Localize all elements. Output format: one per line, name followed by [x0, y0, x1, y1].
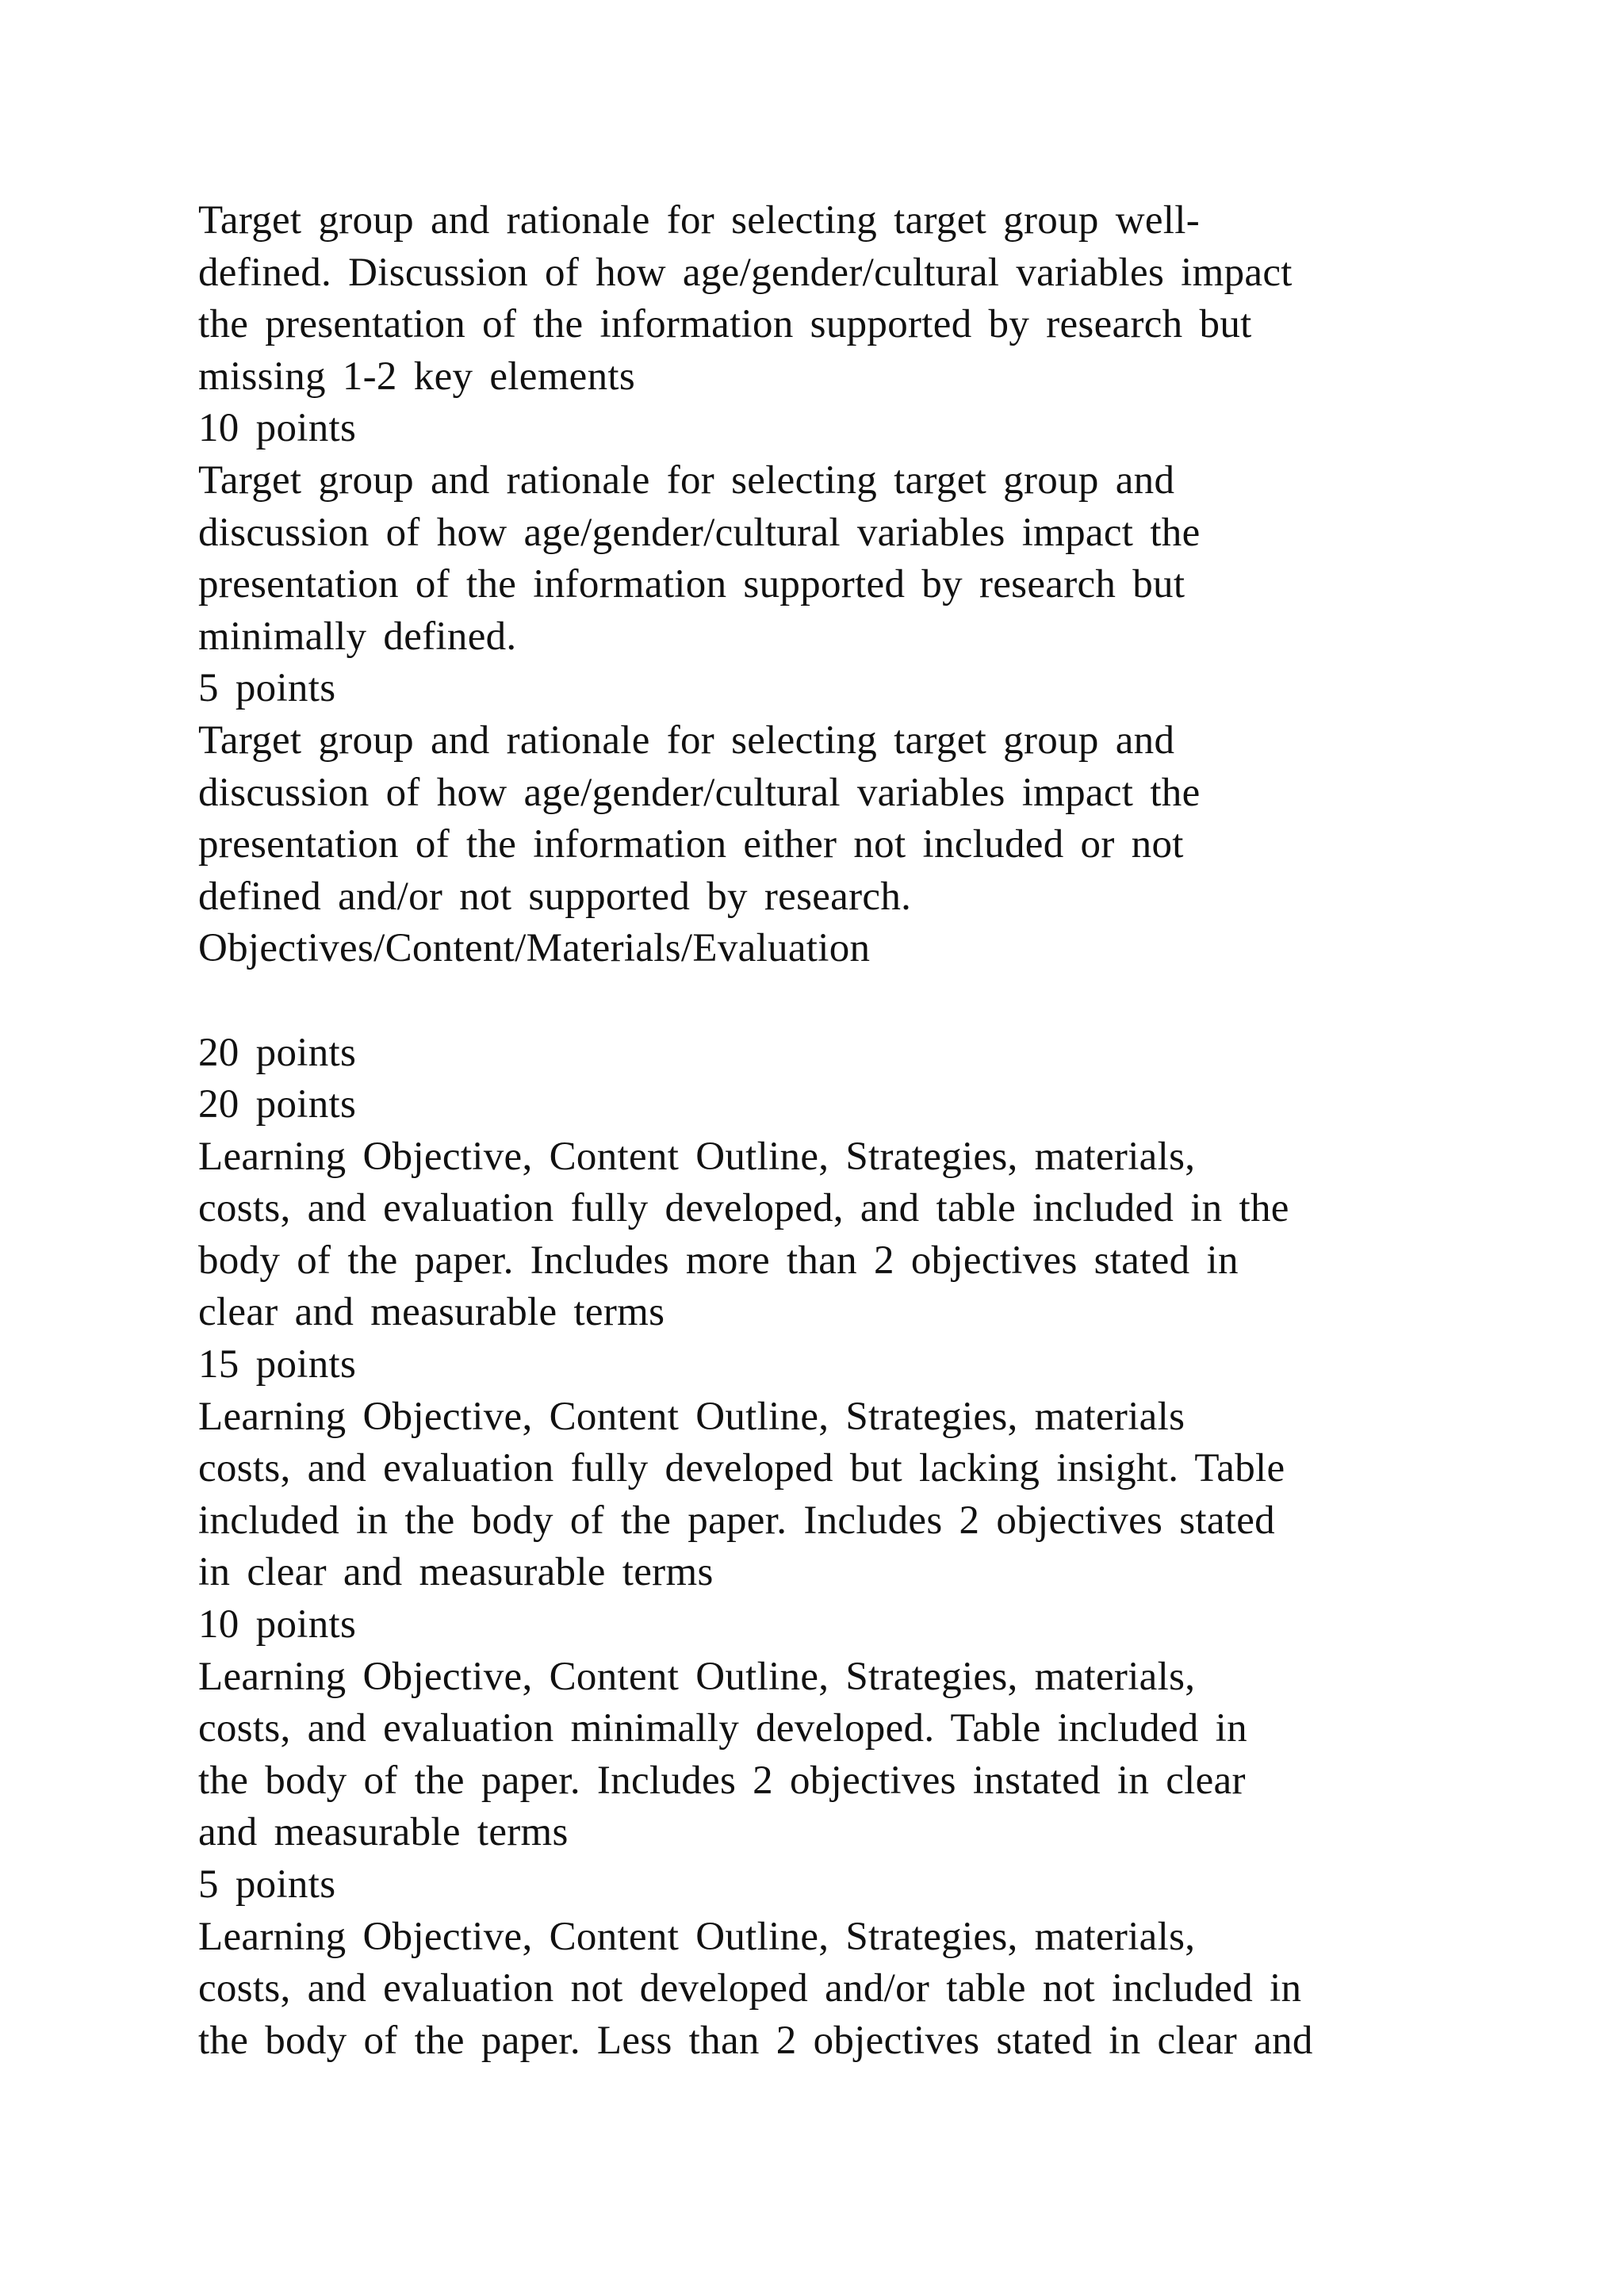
text-line: Learning Objective, Content Outline, Strategies, materials, [198, 1654, 1196, 1699]
points-line: 20 points [198, 1082, 357, 1127]
text-line: Target group and rationale for selecting target group and [198, 457, 1175, 503]
text-line: discussion of how age/gender/cultural variables impact the [198, 510, 1201, 555]
points-line: 5 points [198, 1862, 336, 1907]
text-line: minimally defined. [198, 614, 517, 659]
text-line: Target group and rationale for selecting target group and [198, 718, 1175, 763]
points-line: 5 points [198, 666, 336, 711]
points-line: 10 points [198, 406, 357, 451]
text-line: costs, and evaluation fully developed, and table included in the [198, 1186, 1289, 1231]
points-line: 20 points [198, 1030, 357, 1075]
text-line: Learning Objective, Content Outline, Strategies, materials, [198, 1914, 1196, 1959]
section-heading: Objectives/Content/Materials/Evaluation [198, 926, 871, 971]
text-line: and measurable terms [198, 1810, 569, 1855]
text-line: presentation of the information either not included or not [198, 822, 1184, 867]
text-line: the body of the paper. Less than 2 objectives stated in clear and [198, 2018, 1313, 2063]
text-line: presentation of the information supported by research but [198, 562, 1185, 607]
points-line: 10 points [198, 1602, 357, 1647]
text-line: Learning Objective, Content Outline, Strategies, materials [198, 1394, 1185, 1439]
text-line: defined. Discussion of how age/gender/cultural variables impact [198, 250, 1293, 295]
text-line: the body of the paper. Includes 2 objectives instated in clear [198, 1758, 1246, 1803]
text-line: Learning Objective, Content Outline, Strategies, materials, [198, 1134, 1196, 1179]
text-line: costs, and evaluation minimally developed. Table included in [198, 1706, 1247, 1751]
text-line: in clear and measurable terms [198, 1550, 714, 1595]
text-line: included in the body of the paper. Includes 2 objectives stated [198, 1498, 1275, 1543]
rubric-text-block [198, 195, 1435, 2067]
text-line: costs, and evaluation not developed and/or table not included in [198, 1966, 1302, 2011]
text-line: Target group and rationale for selecting target group well- [198, 198, 1200, 243]
text-line: defined and/or not supported by research. [198, 874, 912, 919]
text-line: costs, and evaluation fully developed but lacking insight. Table [198, 1446, 1285, 1491]
points-line: 15 points [198, 1342, 357, 1387]
text-line: missing 1-2 key elements [198, 354, 636, 399]
text-line: discussion of how age/gender/cultural variables impact the [198, 770, 1201, 815]
text-line: clear and measurable terms [198, 1290, 665, 1335]
text-line: the presentation of the information supported by research but [198, 302, 1252, 347]
blank-line [198, 975, 1435, 1027]
text-line: body of the paper. Includes more than 2 objectives stated in [198, 1238, 1239, 1283]
